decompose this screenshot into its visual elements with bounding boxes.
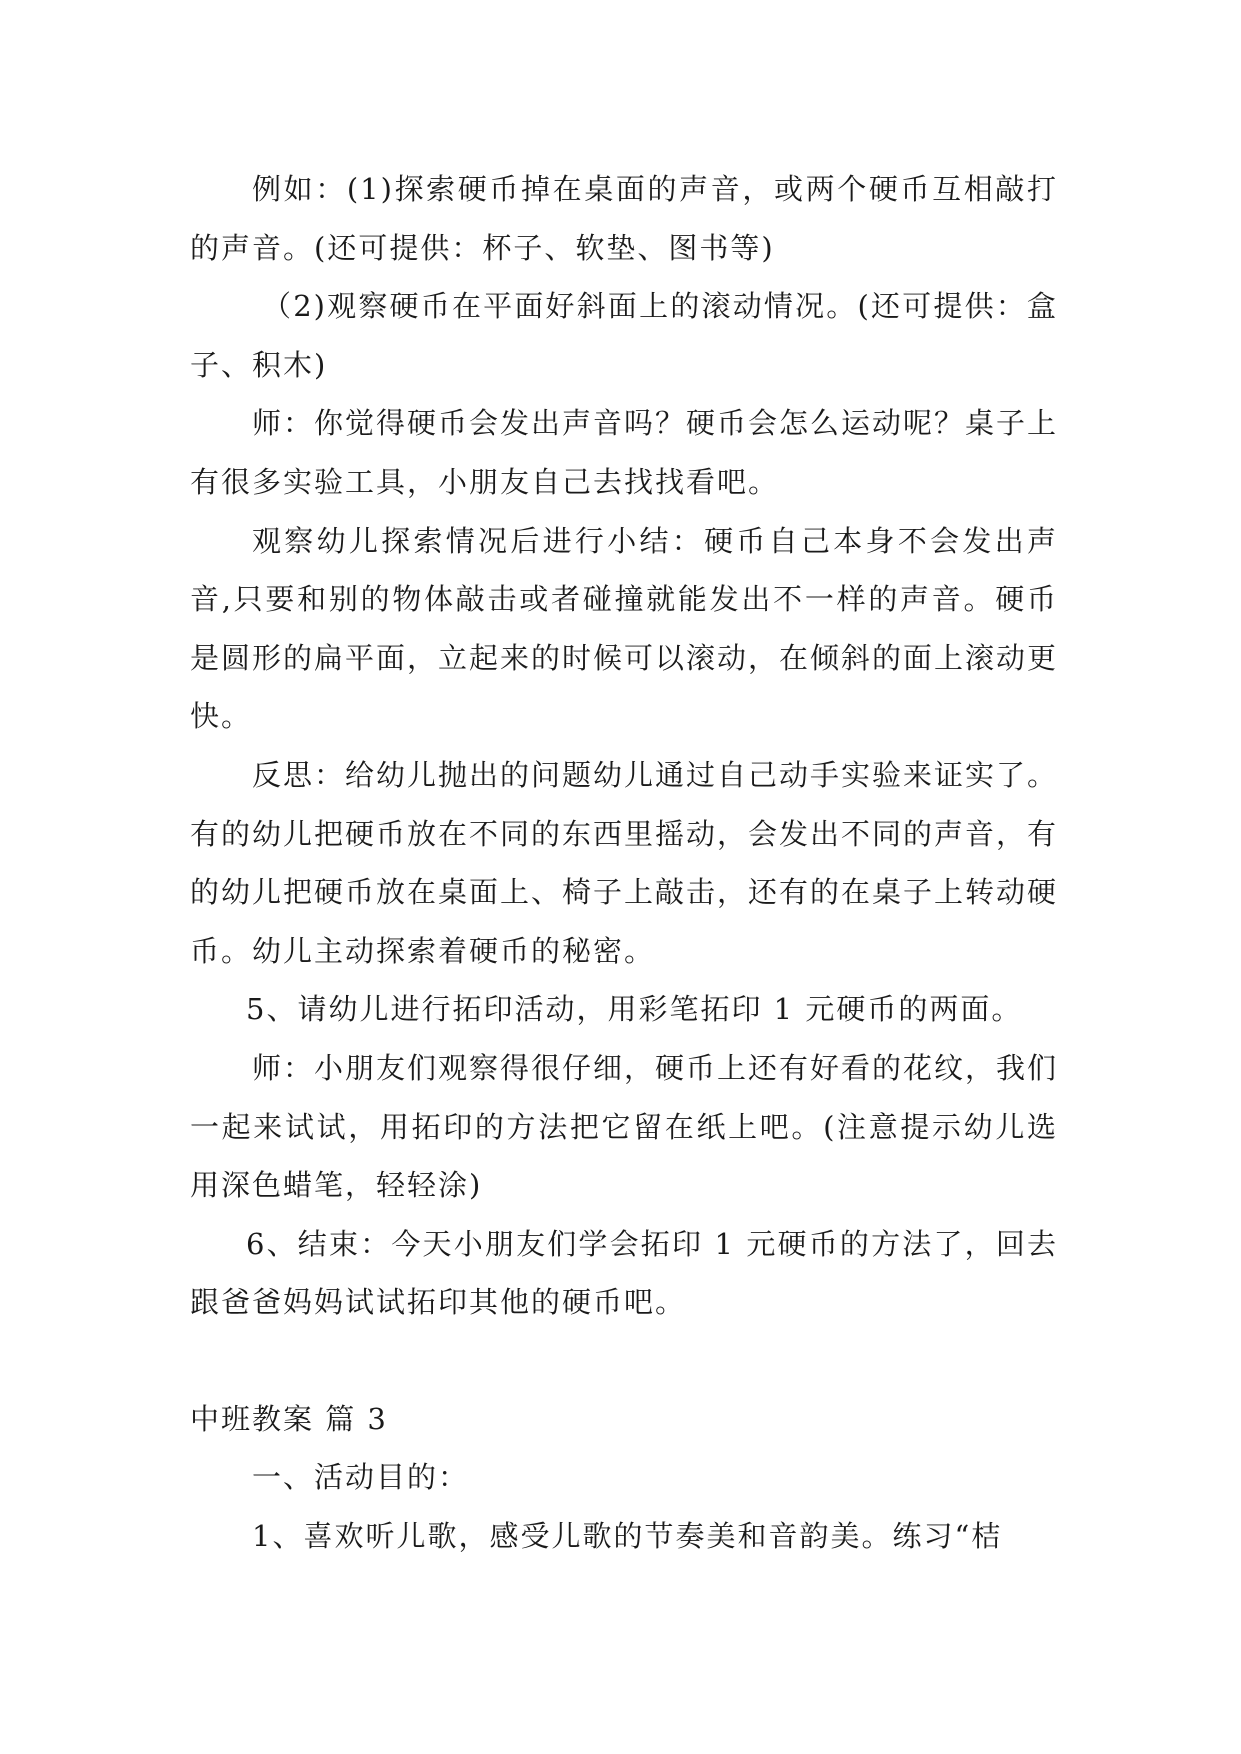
paragraph-summary: 观察幼儿探索情况后进行小结：硬币自己本身不会发出声音,只要和别的物体敲击或者碰撞就能发出不一样的声音。硬币是圆形的扁平面，立起来的时候可以滚动，在倾斜的面上滚动更快。 xyxy=(190,523,1059,734)
paragraph-teacher-rubbing: 师：小朋友们观察得很仔细，硬币上还有好看的花纹，我们一起来试试，用拓印的方法把它留在纸上吧。(注意提示幼儿选用深色蜡笔，轻轻涂) xyxy=(190,1050,1059,1203)
section-title: 中班教案 篇 3 xyxy=(190,1401,388,1436)
document-body xyxy=(190,160,1058,1566)
paragraph-activity-goal: 一、活动目的： xyxy=(252,1460,470,1495)
paragraph-teacher-question: 师：你觉得硬币会发出声音吗？硬币会怎么运动呢？桌子上有很多实验工具，小朋友自己去找找看吧。 xyxy=(190,406,1059,499)
paragraph-goal-1: 1、喜欢听儿歌，感受儿歌的节奏美和音韵美。练习“桔 xyxy=(252,1519,1003,1554)
paragraph-example-2: （2)观察硬币在平面好斜面上的滚动情况。(还可提供：盒子、积木) xyxy=(190,289,1058,382)
paragraph-example-1: 例如：(1)探索硬币掉在桌面的声音，或两个硬币互相敲打的声音。(还可提供：杯子、软垫、图书等) xyxy=(190,172,1058,265)
paragraph-step-5: 5、请幼儿进行拓印活动，用彩笔拓印 1 元硬币的两面。 xyxy=(246,992,1023,1027)
paragraph-step-6: 6、结束：今天小朋友们学会拓印 1 元硬币的方法了，回去跟爸爸妈妈试试拓印其他的硬币吧。 xyxy=(190,1226,1058,1320)
paragraph-reflection: 反思：给幼儿抛出的问题幼儿通过自己动手实验来证实了。有的幼儿把硬币放在不同的东西里摇动，会发出不同的声音，有的幼儿把硬币放在桌面上、椅子上敲击，还有的在桌子上转动硬币。幼儿主动探索着硬币的秘密。 xyxy=(190,757,1059,968)
